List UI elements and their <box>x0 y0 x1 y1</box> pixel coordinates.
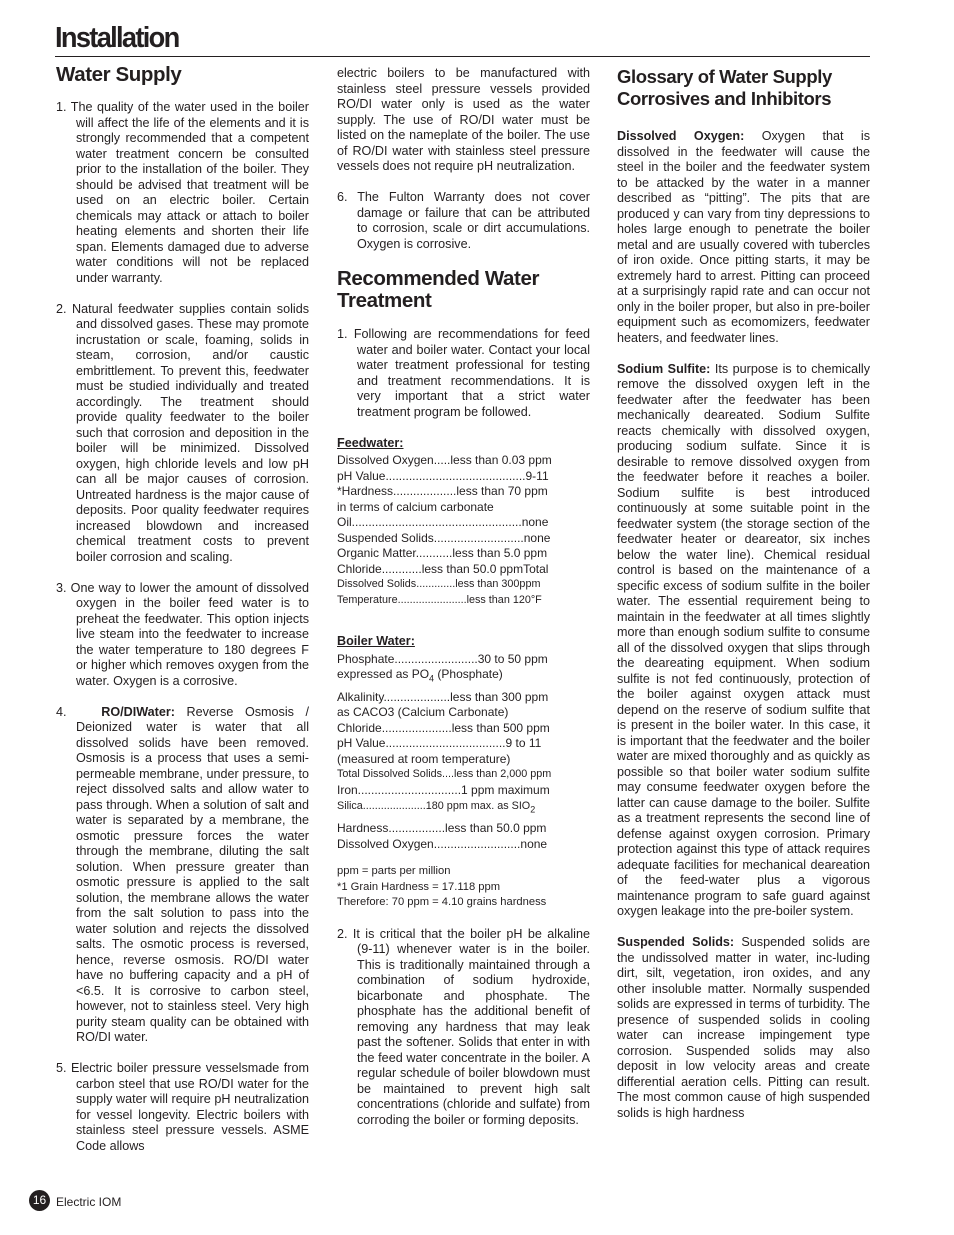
water-supply-item-2: 2. Natural feedwater supplies contain solids and dissolved gases. These may promote incrustation or scale, foaming, solids in steam, corrosion, and/or caustic embrittlement. To prevent this, feedwater must be studied individually and treated accordingly. The treatment should provide quality feedwater to the boiler such that corrosion and deposition in the boiler will be minimized. Dissolved oxygen, high chloride levels and low pH can all be major causes of corrosion. Untreated hardness is the major cause of deposits. Poor quality feedwater requires increased blowdown and increased chemical treatment costs to prevent boiler corrosion and scaling. <box>56 301 309 564</box>
treatment-column <box>337 66 590 1144</box>
boiler-water-spec: Total Dissolved Solids....less than 2,000 ppm <box>337 768 552 781</box>
header-divider <box>55 56 870 57</box>
boiler-water-spec: (measured at room temperature) <box>337 751 511 766</box>
feedwater-spec: Chloride............less than 50.0 ppmTotal <box>337 561 549 576</box>
feedwater-spec: Suspended Solids...........................none <box>337 530 551 545</box>
units-notes <box>337 864 590 911</box>
water-supply-item-3: 3. One way to lower the amount of dissolved oxygen in the boiler feed water is to preheat the feedwater. This option injects live steam into the feedwater to increase the water temperature to 180 degrees F or higher which removes oxygen from the water. Oxygen is a corrosive. <box>56 580 309 688</box>
treatment-item-1: 1. Following are recommendations for feed water and boiler water. Contact your local water treatment professional for testing and treatment recommendations. It is very important that a strict water treatment program be followed. <box>337 327 590 419</box>
water-supply-item-1: 1. The quality of the water used in the boiler will affect the life of the elements and it is strongly recommended that a competent water treatment concern be consulted prior to the installation of the boiler. They should be advised that treatment will be used on an electric boiler. Certain chemicals may attack or attach to boiler heating elements and shorten their life span. Elements damaged due to adverse water conditions will not be replaced under warranty. <box>56 100 309 285</box>
boiler-water-spec: as CACO3 (Calcium Carbonate) <box>337 705 509 720</box>
boiler-water-spec: Iron...............................1 ppm maximum <box>337 782 550 797</box>
note-grain: *1 Grain Hardness = 17.118 ppm <box>337 880 501 893</box>
glossary-dissolved-oxygen <box>617 129 870 346</box>
glossary-heading: Glossary of Water Supply Corrosives and Inhibitors <box>617 66 832 109</box>
suspended-solids-text: Suspended solids are the undissolved matter in water, inc-luding dirt, silt, vegetation, iron oxides, and any other insoluble matter. Normally suspended solids are expressed in terms of turbidity. The presence of suspended solids in cooling water can increase impingement type corrosion. Suspended solids may also deposit in low velocity areas and create differential aeration cells. Pitting can result. The most common cause of high suspended solids is high hardness <box>617 935 871 1120</box>
note-conversion: Therefore: 70 ppm = 4.10 grains hardness <box>337 896 547 909</box>
boiler-water-spec: Dissolved Oxygen..........................none <box>337 836 548 851</box>
boiler-water-spec: Hardness.................less than 50.0 ppm <box>337 821 547 836</box>
boiler-water-spec: expressed as $PO_4$ (Phosphate) <box>337 667 503 684</box>
water-supply-item-5: 5. Electric boiler pressure vesselsmade from carbon steel that use RO/DI water for the supply water will require pH neutralization for vessel longevity. Electric boilers with stainless steel pressure vessels. ASME Code allows <box>56 1061 309 1153</box>
boiler-water-spec: pH Value....................................9 to 11 <box>337 736 542 751</box>
boiler-water-spec: Chloride.....................less than 500 ppm <box>337 720 550 735</box>
ro-di-water-text: Reverse Osmosis / Deionized water is water that all dissolved solids have been removed. Osmosis is a process that uses a semi-permeable membrane, under pressure, to reject dissolved salts and allow water to pass through. When a solution of salt and water is separated by a membrane, the osmotic pressure forces the water through the membrane, diluting the salt solution. When pressure greater than osmotic pressure is applied to the salt solution, the membrane allows the water from the salt solution to pass into the water solution and rejects the dissolved salts. The osmotic process is reversed, hence, reverse osmosis. RO/DI water have no buffering capacity and a pH of <6.5. It is corrosive to carbon steel, however, not to stainless steel. Very high purity steam quality can be obtained with RO/DI water. <box>76 704 309 1044</box>
feedwater-spec: Oil...................................................none <box>337 515 549 529</box>
water-supply-item-4 <box>56 705 309 1046</box>
feedwater-label: Feedwater: <box>337 435 404 450</box>
water-supply-heading: Water Supply <box>56 63 182 86</box>
feedwater-spec: in terms of calcium carbonate <box>337 499 494 514</box>
page-number-badge: 16 <box>29 1190 50 1211</box>
feedwater-spec: pH Value..........................................9-11 <box>337 468 549 483</box>
treatment-heading: Recommended Water Treatment <box>337 267 540 312</box>
boiler-water-spec: Alkalinity....................less than 300 ppm <box>337 689 549 704</box>
sodium-sulfite-text: Its purpose is to chemically remove the dissolved oxygen left in the feedwater after the feedwater has been mechanically deareated. Sodium Sulfite reacts chemically with dissolved oxygen, producing sodium sulfate. Since it is desirable to remove dissolved oxygen from the feedwater before it reaches a boiler. Sodium sulfite is best introduced continuously at some suitable point in the feedwater system (the storage section of the feedwater heater or dearеator, six inches below the water line). Chemical residual control is based on the maintenance of a specific excess of sodium sulfite in the boiler water. The essential requirement being to maintain in the feedwater at all times slightly more than enough sodium sulfite to consume all of the dissolved oxygen that slips through the deareating equipment. When sodium sulfite is not fed continuously, protection of the boiler against oxygen attack must depend on the reserve of sodium sulfite that is present in the boiler water. In this case, it is important that the feedwater and the boiler water are mixed thoroughly and as quickly as possible so that boiler water sodium sulfite may consume feedwater oxygen before the latter can cause damage to the boiler. Sulfite as a treatment represents the second line of defense against oxygen corrosion. Primary protection against this type of attack requires adequate facilities for mechanical deareation of the feed-water plus a vigorous maintenance program to safe guard against oxygen leakage into the pre-boiler system. <box>617 361 870 918</box>
footer-doc-label: Electric IOM <box>56 1195 122 1209</box>
feedwater-spec: Dissolved Solids.............less than 300ppm <box>337 578 541 590</box>
feedwater-spec: *Hardness...................less than 70 ppm <box>337 484 548 498</box>
glossary-sodium-sulfite <box>617 362 870 920</box>
water-supply-item-6: 6. The Fulton Warranty does not cover damage or failure that can be attributed to corrosion, scale or dirt accumulations. Oxygen is corrosive. <box>337 190 590 251</box>
dissolved-oxygen-term: Dissolved Oxygen: <box>617 129 745 143</box>
boiler-water-spec: Phosphate.........................30 to 50 ppm <box>337 651 548 666</box>
glossary-column <box>617 66 870 1137</box>
feedwater-spec: Organic Matter...........less than 5.0 ppm <box>337 546 548 560</box>
suspended-solids-term: Suspended Solids: <box>617 935 735 949</box>
water-supply-column <box>56 64 309 1170</box>
feedwater-spec: Temperature.......................less than 120°F <box>337 593 542 606</box>
note-ppm: ppm = parts per million <box>337 865 451 878</box>
item-4-number: 4. <box>56 704 67 719</box>
page-title: Installation <box>55 22 179 54</box>
glossary-suspended-solids <box>617 935 870 1121</box>
treatment-item-2: 2. It is critical that the boiler pH be alkaline (9-11) whenever water is in the boiler. This is traditionally maintained through a combination of sodium hydroxide, bicarbonate and phosphate. The phosphate has the additional benefit of removing any hardness that may leak past the softener. Solids that enter in with the feed water concentrate in the boiler. A regular schedule of boiler blowdown must be maintained to prevent high salt concentrations (chloride and sulfate) from corroding the boiler or forming deposits. <box>337 926 590 1127</box>
ro-di-water-term: RO/DIWater: <box>101 704 175 719</box>
boiler-water-label: Boiler Water: <box>337 634 415 648</box>
water-supply-item-5-continued: electric boilers to be manufactured with stainless steel pressure vessels provided RO/DI water only is used as the water supply. The use of RO/DI water must be listed on the nameplate of the boiler. The use of RO/DI water with stainless steel pressure vessels does not require pH neutralization. <box>337 66 590 173</box>
feedwater-spec: Dissolved Oxygen.....less than 0.03 ppm <box>337 453 552 467</box>
sodium-sulfite-term: Sodium Sulfite: <box>617 361 711 376</box>
dissolved-oxygen-text: Oxygen that is dissolved in the feedwater will cause the steel in the boiler and the feedwater system to be attacked by the water in a manner described as “pitting”. The pits that are produced y can vary from tiny depressions to holes large enough to penetrate the boiler metal and are usually covered with tubercles of iron oxide. Once pitting starts, it may be extremely hard to arrest. Pitting can proceed at a surprisingly rapid rate and can occur not only in the boiler proper, but also in pre-boiler equipment such as ecomomizers, feedwater heaters, and feedwater lines. <box>617 129 871 345</box>
boiler-water-spec: Silica.....................180 ppm max. as $SIO_2$ <box>337 800 536 815</box>
